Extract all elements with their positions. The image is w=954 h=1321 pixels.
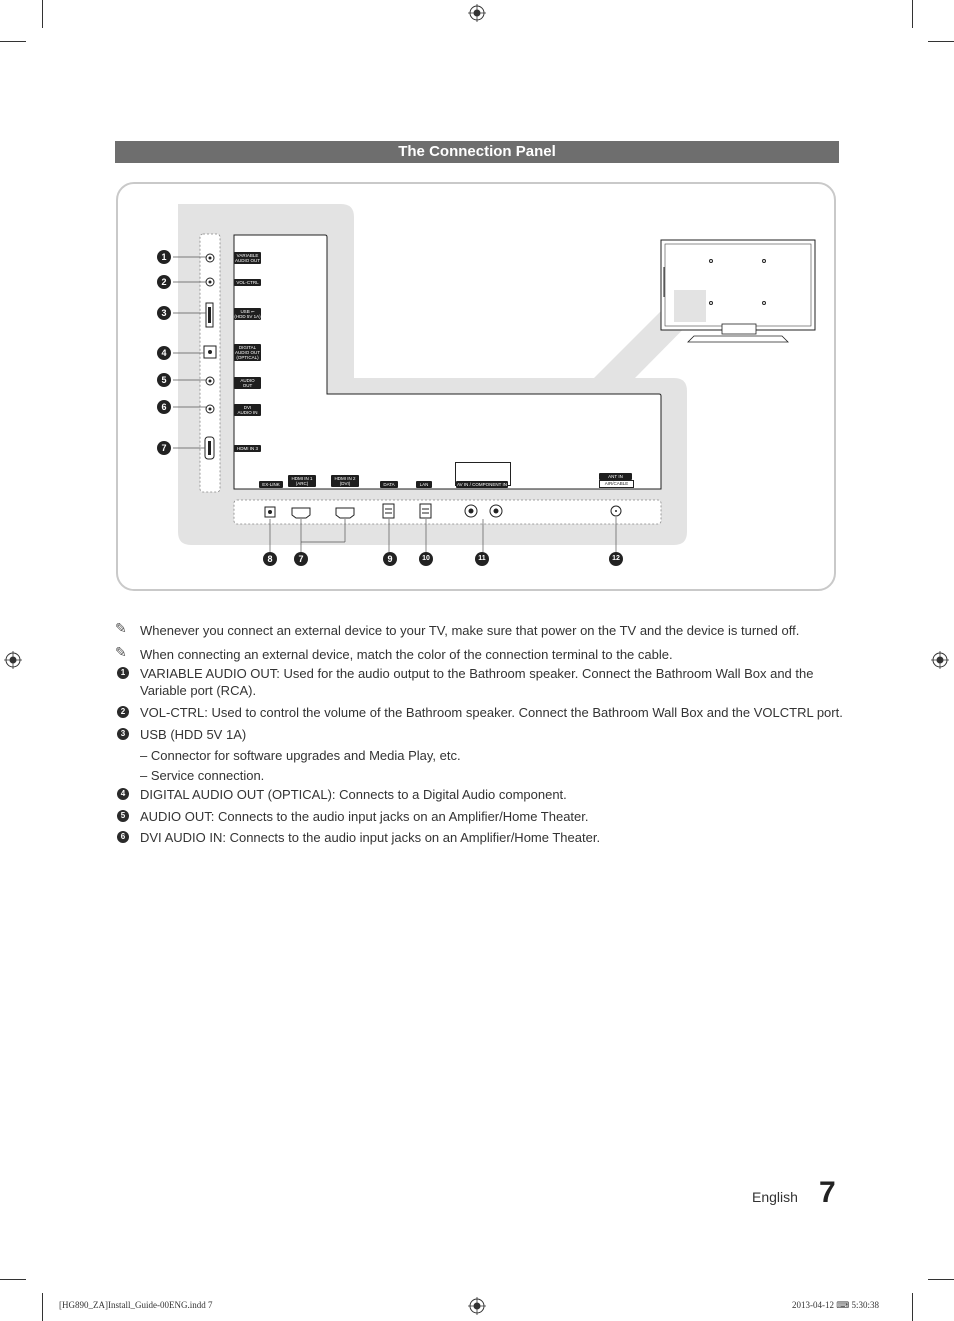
- crop-mark: [42, 0, 43, 28]
- item-description: : Used to control the volume of the Bathroom speaker. Connect the Bathroom Wall Box and the VOLCTRL port.: [204, 705, 843, 720]
- crop-mark: [928, 41, 954, 42]
- callout-number: 7: [157, 441, 171, 455]
- crop-mark: [928, 1279, 954, 1280]
- registration-mark-icon: [931, 651, 949, 669]
- item-title: USB (HDD 5V 1A): [140, 727, 247, 742]
- port-label-variable-audio-out: VARIABLE AUDIO OUT: [234, 253, 260, 263]
- port-label-hdmi-in-2: HDMI IN 2 (DVI): [331, 475, 359, 487]
- footer-timestamp: 2013-04-12 ⌨ 5:30:38: [792, 1300, 879, 1310]
- section-title: The Connection Panel: [115, 141, 839, 163]
- note-pencil-icon: ✎: [115, 620, 127, 636]
- port-label-audio-out: AUDIO OUT: [234, 377, 261, 389]
- page-number: 7: [819, 1176, 836, 1209]
- port-label-dvi-audio-in: DVI AUDIO IN: [234, 404, 261, 416]
- item-text: [140, 727, 246, 743]
- port-label-usb: USB ⭠ (HDD 5V 1A): [234, 309, 261, 319]
- item-description: : Connects to the audio input jacks on an Amplifier/Home Theater.: [222, 830, 601, 845]
- callout-number: 3: [157, 306, 171, 320]
- footer-filename: [HG890_ZA]Install_Guide-00ENG.indd 7: [59, 1300, 213, 1310]
- port-label-data: DATA: [380, 481, 398, 488]
- item-text: [140, 830, 600, 846]
- panel-illustration: [116, 182, 836, 591]
- port-label-av-in: AV IN / COMPONENT IN: [456, 482, 508, 487]
- item-number: 4: [117, 788, 129, 800]
- note-text: When connecting an external device, match the color of the connection terminal to the cable.: [140, 647, 673, 662]
- port-label-ant-sub: AIR/CABLE: [599, 480, 634, 488]
- callout-number: 10: [419, 552, 433, 566]
- port-label-vol-ctrl: VOL-CTRL: [234, 279, 261, 286]
- page-language: English: [752, 1189, 798, 1205]
- callout-number: 8: [263, 552, 277, 566]
- item-text: [140, 705, 843, 721]
- callout-number: 6: [157, 400, 171, 414]
- note-pencil-icon: ✎: [115, 644, 127, 660]
- crop-mark: [912, 0, 913, 28]
- item-title: DIGITAL AUDIO OUT (OPTICAL): [140, 787, 332, 802]
- callout-number: 7: [294, 552, 308, 566]
- port-label-exlink: EX-LINK: [259, 481, 283, 488]
- crop-mark: [0, 1279, 26, 1280]
- callout-number: 4: [157, 346, 171, 360]
- item-text: [140, 809, 589, 825]
- port-label-ant-in: ANT IN: [599, 473, 632, 480]
- item-title: VARIABLE AUDIO OUT: [140, 666, 277, 681]
- item-number: 5: [117, 810, 129, 822]
- crop-mark: [42, 1293, 43, 1321]
- registration-mark-icon: [4, 651, 22, 669]
- item-title: VOL-CTRL: [140, 705, 205, 720]
- item-text-continued: Variable port (RCA).: [140, 683, 257, 698]
- item-number: 1: [117, 667, 129, 679]
- item-description: : Used for the audio output to the Bathroom speaker. Connect the Bathroom Wall Box and the: [276, 666, 814, 681]
- port-label-hdmi-in-3: HDMI IN 3: [234, 445, 261, 452]
- crop-mark: [912, 1293, 913, 1321]
- callout-number: 9: [383, 552, 397, 566]
- item-number: 2: [117, 706, 129, 718]
- port-label-hdmi-in-1: HDMI IN 1 (ARC): [288, 475, 316, 487]
- registration-mark-icon: [468, 4, 486, 22]
- item-description: : Connects to the audio input jacks on an Amplifier/Home Theater.: [210, 809, 589, 824]
- sub-item-text: – Service connection.: [140, 768, 265, 783]
- crop-mark: [0, 41, 26, 42]
- item-number: 3: [117, 728, 129, 740]
- item-text: [140, 666, 813, 682]
- port-label-digital-audio-out: DIGITAL AUDIO OUT (OPTICAL): [234, 345, 260, 360]
- port-label-lan: LAN: [416, 481, 432, 488]
- callout-number: 2: [157, 275, 171, 289]
- sub-item-text: – Connector for software upgrades and Media Play, etc.: [140, 748, 461, 763]
- registration-mark-icon: [468, 1297, 486, 1315]
- item-title: AUDIO OUT: [140, 809, 211, 824]
- item-number: 6: [117, 831, 129, 843]
- item-description: : Connects to a Digital Audio component.: [331, 787, 567, 802]
- callout-number: 11: [475, 552, 489, 566]
- note-text: Whenever you connect an external device to your TV, make sure that power on the TV and the device is turned off.: [140, 623, 800, 638]
- item-text: [140, 787, 567, 803]
- callout-number: 12: [609, 552, 623, 566]
- item-title: DVI AUDIO IN: [140, 830, 223, 845]
- callout-number: 5: [157, 373, 171, 387]
- callout-number: 1: [157, 250, 171, 264]
